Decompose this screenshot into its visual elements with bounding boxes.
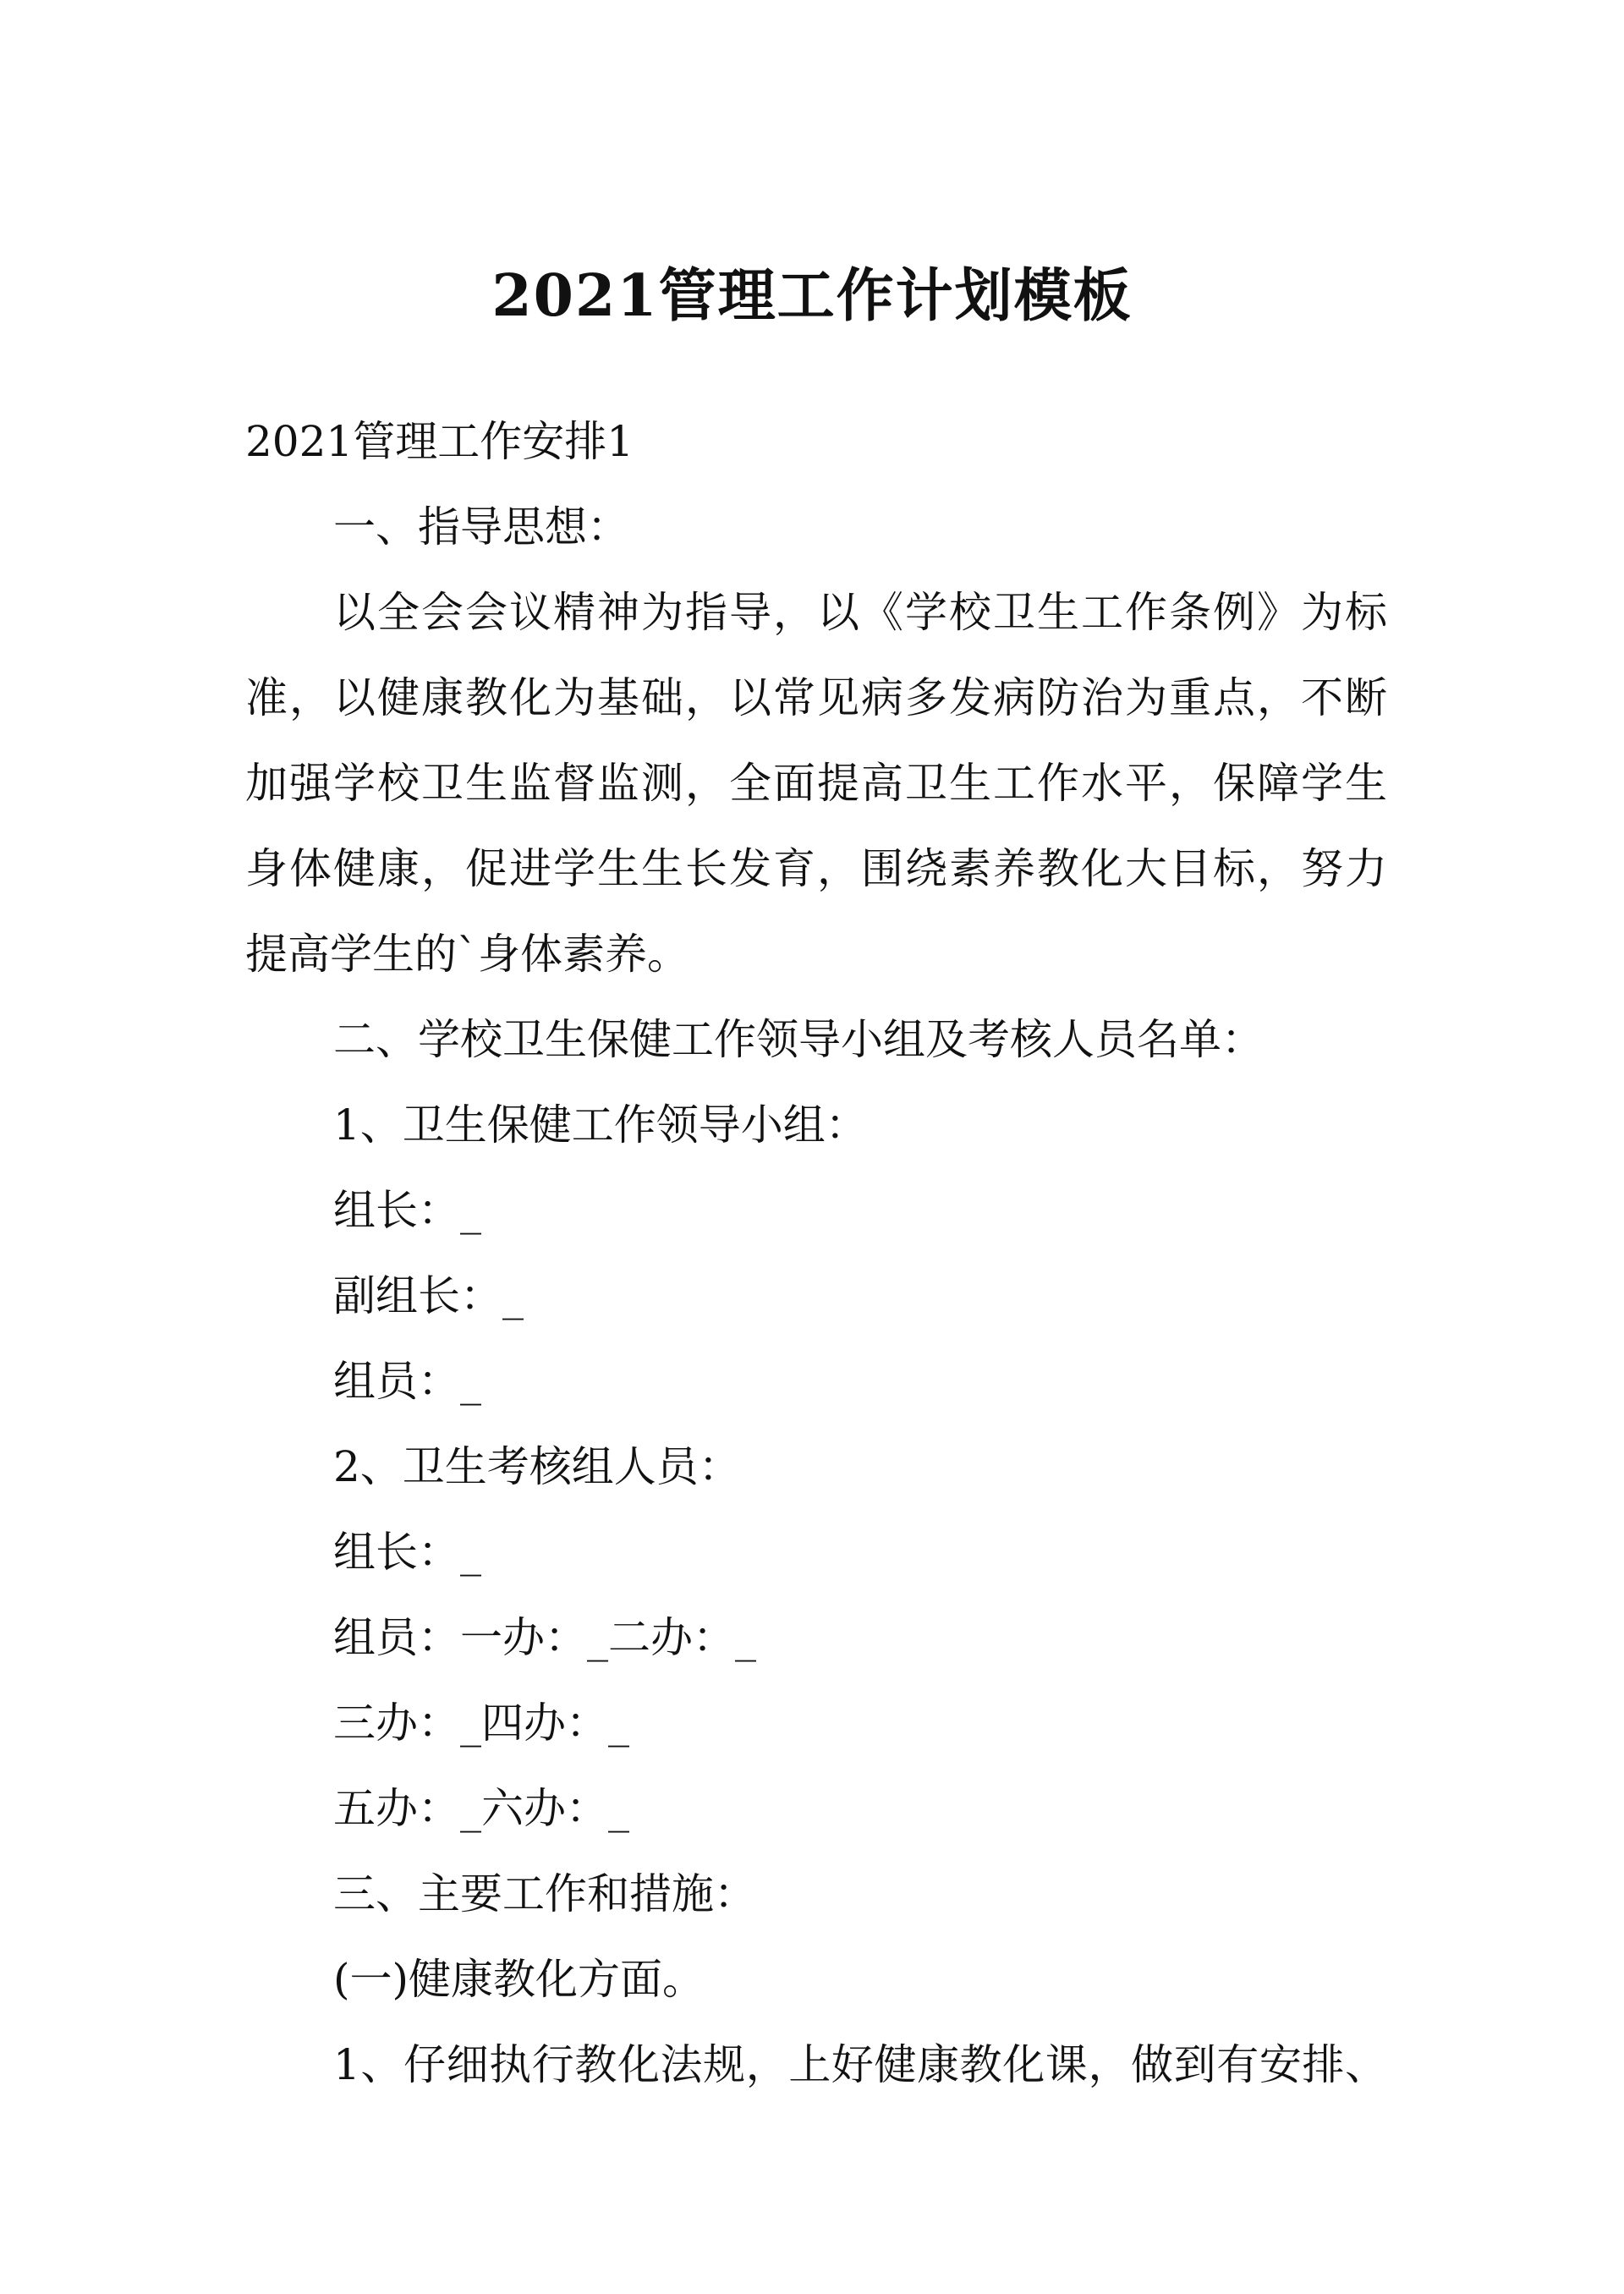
- body-line: 组长：_: [333, 1528, 481, 1577]
- body-line: 副组长：_: [333, 1271, 524, 1320]
- body-line: 三办：_四办：_: [333, 1699, 629, 1748]
- body-line: 身体健康，促进学生生长发育，围绕素养教化大目标，努力: [245, 844, 1387, 893]
- body-line: 以全会会议精神为指导，以《学校卫生工作条例》为标: [333, 588, 1387, 637]
- body-line: 五办：_六办：_: [333, 1784, 629, 1833]
- section-heading: 一、指导思想：: [333, 502, 629, 552]
- section-heading: 二、学校卫生保健工作领导小组及考核人员名单：: [333, 1015, 1264, 1064]
- body-line: 2021管理工作安排1: [245, 417, 634, 466]
- body-line: 2、卫生考核组人员：: [333, 1442, 741, 1491]
- body-line: 准，以健康教化为基础，以常见病多发病防治为重点，不断: [245, 673, 1387, 722]
- body-line: 组长：_: [333, 1186, 481, 1235]
- body-line: 1、卫生保健工作领导小组：: [333, 1100, 868, 1150]
- body-line: 组员：_: [333, 1357, 481, 1406]
- subsection-heading: (一)健康教化方面。: [333, 1955, 705, 2004]
- body-line: 1、仔细执行教化法规，上好健康教化课，做到有安排、: [333, 2040, 1387, 2089]
- document-body: [245, 399, 1387, 2108]
- section-heading: 三、主要工作和措施：: [333, 1869, 756, 1918]
- body-line: 提高学生的`身体素养。: [245, 930, 689, 979]
- body-line: 组员：一办：_二办：_: [333, 1613, 756, 1662]
- document-title: 2021管理工作计划模板: [491, 262, 1133, 330]
- body-line: 加强学校卫生监督监测，全面提高卫生工作水平，保障学生: [245, 759, 1387, 808]
